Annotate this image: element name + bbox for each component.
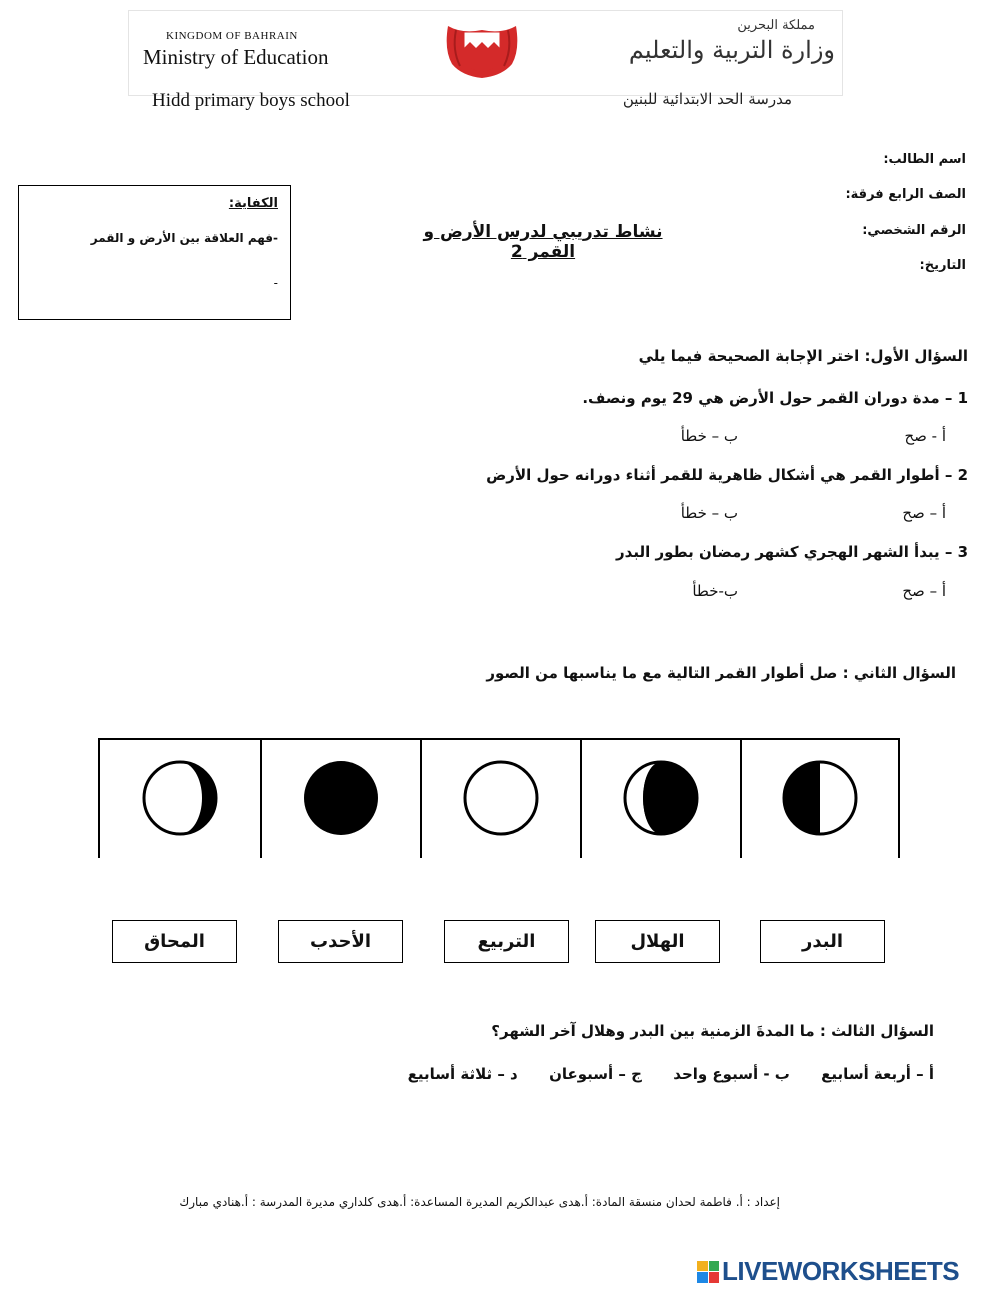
question1-item: 1 – مدة دوران القمر حول الأرض هي 29 يوم ونصف.	[582, 389, 968, 407]
grade-field: الصف الرابع فرقة:	[845, 187, 966, 202]
phase-label[interactable]: المحاق	[112, 920, 237, 963]
new-moon-icon	[301, 758, 381, 838]
question1-heading: السؤال الأول: اختر الإجابة الصحيحة فيما يلي	[638, 347, 968, 365]
option-true[interactable]: أ - صح	[904, 427, 946, 445]
first-quarter-moon-icon	[780, 758, 860, 838]
moon-cell[interactable]	[260, 740, 420, 858]
waning-crescent-moon-icon	[140, 758, 220, 838]
kingdom-ar: مملكة البحرين	[737, 18, 815, 33]
competency-box	[18, 185, 291, 320]
option-false[interactable]: ب – خطأ	[680, 427, 738, 445]
bahrain-emblem-icon	[442, 20, 522, 80]
option-true[interactable]: أ – صح	[902, 582, 946, 600]
liveworksheets-logo	[697, 1256, 959, 1287]
phase-label[interactable]: الأحدب	[278, 920, 403, 963]
moon-phases-table	[98, 738, 900, 860]
phase-label[interactable]: التربيع	[444, 920, 569, 963]
date-field: التاريخ:	[919, 258, 966, 273]
activity-title: نشاط تدريبي لدرس الأرض و القمر 2	[423, 222, 663, 262]
competency-line: -فهم العلاقة بين الأرض و القمر	[90, 231, 278, 245]
school-name-en: Hidd primary boys school	[152, 90, 350, 111]
moon-cell[interactable]	[740, 740, 900, 858]
question1-item: 2 – أطوار القمر هي أشكال ظاهرية للقمر أثناء دورانه حول الأرض	[486, 466, 968, 484]
school-name-ar: مدرسة الحد الابتدائية للبنين	[622, 90, 792, 108]
full-moon-icon	[461, 758, 541, 838]
question3-options[interactable]: أ – أربعة أسابيع ب - أسبوع واحد ج – أسبوعان د – ثلاثة أسابيع	[407, 1065, 934, 1083]
student-id-field: الرقم الشخصي:	[862, 223, 966, 238]
moon-cell[interactable]	[98, 740, 260, 858]
ministry-ar: وزارة التربية والتعليم	[628, 36, 835, 64]
moon-cell[interactable]	[420, 740, 580, 858]
option-true[interactable]: أ – صح	[902, 504, 946, 522]
footer-credits: إعداد : أ. فاطمة لحدان منسقة المادة: أ.هدى عبدالكريم المديرة المساعدة: أ.هدى كلداري مديرة المدرسة : أ.هنادي مبارك	[179, 1195, 780, 1209]
phase-label[interactable]: البدر	[760, 920, 885, 963]
ministry-en: Ministry of Education	[143, 45, 329, 69]
question2-heading: السؤال الثاني : صل أطوار القمر التالية مع ما يناسبها من الصور	[486, 664, 956, 682]
liveworksheets-icon	[697, 1261, 719, 1283]
liveworksheets-text: LIVEWORKSHEETS	[722, 1256, 960, 1286]
question3-heading: السؤال الثالث : ما المدةَ الزمنية بين البدر وهلال آخر الشهر؟	[491, 1022, 934, 1040]
competency-line-blank: -	[273, 276, 278, 290]
moon-cell[interactable]	[580, 740, 740, 858]
question1-item: 3 – يبدأ الشهر الهجري كشهر رمضان بطور البدر	[616, 543, 968, 561]
option-false[interactable]: ب – خطأ	[680, 504, 738, 522]
student-name-field: اسم الطالب:	[883, 152, 966, 167]
option-false[interactable]: ب-خطأ	[692, 582, 738, 600]
kingdom-en: KINGDOM OF BAHRAIN	[166, 30, 298, 42]
phase-label[interactable]: الهلال	[595, 920, 720, 963]
gibbous-moon-icon	[621, 758, 701, 838]
competency-title: الكفاية:	[228, 196, 278, 211]
